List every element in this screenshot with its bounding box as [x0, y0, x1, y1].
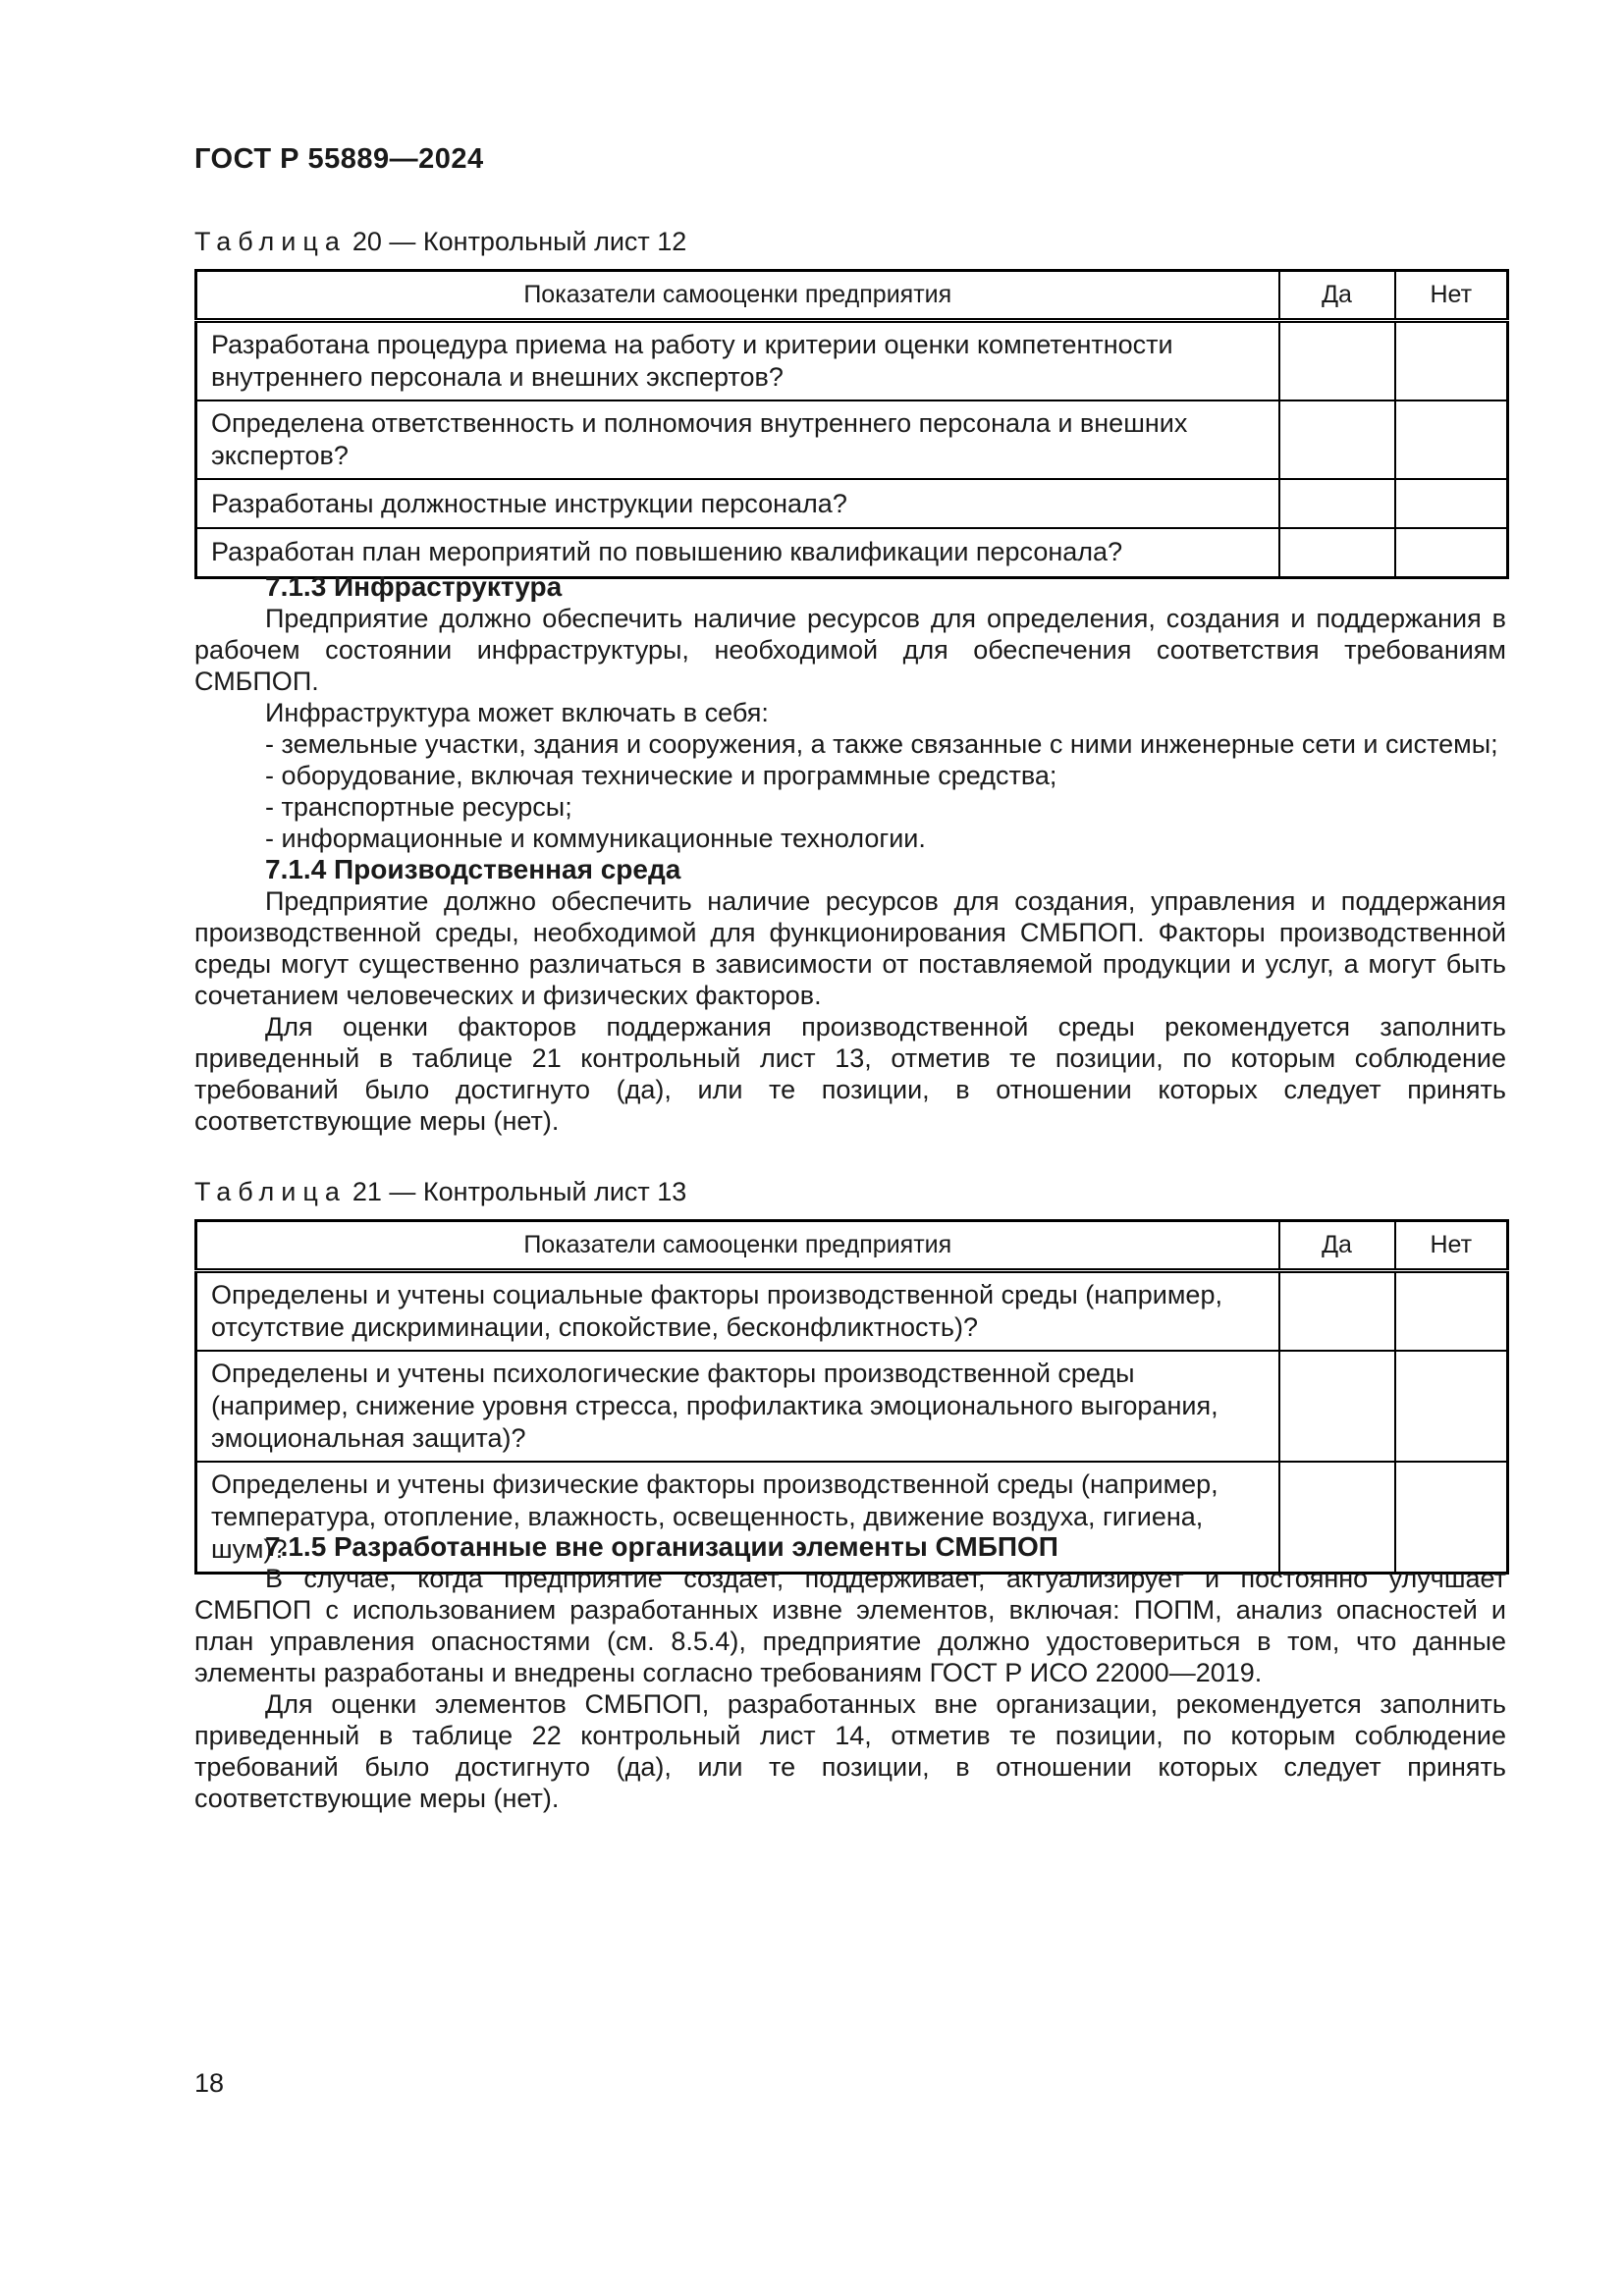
question-cell: Разработана процедура приема на работу и критерии оценки компетентности внутреннего персонала и внешних экспертов?: [196, 321, 1279, 401]
section-7-1-4: [194, 854, 1506, 1137]
table-21-block: [194, 1176, 1506, 1575]
question-cell: Определена ответственность и полномочия внутреннего персонала и внешних экспертов?: [196, 400, 1279, 479]
section-heading: 7.1.4 Производственная среда: [265, 854, 681, 884]
doc-code-header: ГОСТ Р 55889—2024: [194, 143, 484, 175]
yes-cell: [1279, 321, 1395, 401]
section-heading: 7.1.5 Разработанные вне организации элементы СМБПОП: [265, 1531, 1058, 1562]
paragraph: Предприятие должно обеспечить наличие ресурсов для создания, управления и поддержания производственной среды, необходимой для функционирования СМБПОП. Факторы производственной среды могут существенно различаться в зависимости от поставляемой продукции и услуг, а могут быть сочетанием человеческих и физических факторов.: [194, 886, 1506, 1010]
table-21-caption: [194, 1176, 1506, 1207]
table-header-row: [196, 271, 1508, 321]
question-cell: Разработан план мероприятий по повышению квалификации персонала?: [196, 528, 1279, 577]
paragraph: Предприятие должно обеспечить наличие ресурсов для определения, создания и поддержания в рабочем состоянии инфраструктуры, необходимой для обеспечения соответствия требованиям СМБПОП.: [194, 604, 1506, 696]
table-row: [196, 1271, 1508, 1352]
paragraph: Для оценки факторов поддержания производственной среды рекомендуется заполнить приведенный в таблице 21 контрольный лист 13, отметив те позиции, по которым соблюдение требований было достигнуто (да), или те позиции, в отношении которых следует принять соответствующие меры (нет).: [194, 1012, 1506, 1136]
list-item: - информационные и коммуникационные технологии.: [265, 824, 926, 853]
paragraph: Инфраструктура может включать в себя:: [265, 698, 769, 727]
column-header-indicators: Показатели самооценки предприятия: [196, 1221, 1279, 1271]
no-cell: [1395, 528, 1508, 577]
yes-cell: [1279, 1271, 1395, 1352]
yes-cell: [1279, 479, 1395, 528]
column-header-no: Нет: [1395, 1221, 1508, 1271]
column-header-indicators: Показатели самооценки предприятия: [196, 271, 1279, 321]
question-cell: Определены и учтены социальные факторы производственной среды (например, отсутствие дискриминации, спокойствие, бесконфликтность)?: [196, 1271, 1279, 1352]
paragraph: В случае, когда предприятие создает, поддерживает, актуализирует и постоянно улучшает СМБПОП с использованием разработанных извне элементов, включая: ПОПМ, анализ опасностей и план управления опасностями (см. 8.5.4), предприятие должно удостовериться в том, что данные элементы разработаны и внедрены согласно требованиям ГОСТ Р ИСО 22000—2019.: [194, 1564, 1506, 1687]
section-7-1-5: [194, 1531, 1506, 1814]
table-row: [196, 400, 1508, 479]
no-cell: [1395, 400, 1508, 479]
sections-block-2: [194, 1531, 1506, 1814]
table-row: [196, 1351, 1508, 1462]
table-row: [196, 528, 1508, 577]
no-cell: [1395, 479, 1508, 528]
table-caption-text: 20 — Контрольный лист 12: [352, 227, 687, 256]
list-item: - оборудование, включая технические и программные средства;: [265, 761, 1057, 790]
column-header-yes: Да: [1279, 271, 1395, 321]
question-cell: Разработаны должностные инструкции персонала?: [196, 479, 1279, 528]
column-header-no: Нет: [1395, 271, 1508, 321]
question-cell: Определены и учтены физические факторы производственной среды (например, температура, отопление, влажность, освещенность, движение воздуха, гигиена, шум)?: [196, 1462, 1279, 1574]
checklist-table-12: [194, 269, 1509, 579]
paragraph: Для оценки элементов СМБПОП, разработанных вне организации, рекомендуется заполнить приведенный в таблице 22 контрольный лист 14, отметив те позиции, по которым соблюдение требований было достигнуто (да), или те позиции, в отношении которых следует принять соответствующие меры (нет).: [194, 1689, 1506, 1813]
sections-block-1: [194, 571, 1506, 1137]
no-cell: [1395, 321, 1508, 401]
list-item: - земельные участки, здания и сооружения, а также связанные с ними инженерные сети и системы;: [265, 729, 1498, 759]
yes-cell: [1279, 1351, 1395, 1462]
table-20-caption: [194, 226, 1506, 257]
list-item: - транспортные ресурсы;: [265, 792, 572, 822]
no-cell: [1395, 1351, 1508, 1462]
table-row: [196, 479, 1508, 528]
checklist-table-13: [194, 1219, 1509, 1575]
question-cell: Определены и учтены психологические факторы производственной среды (например, снижение уровня стресса, профилактика эмоционального выгорания, эмоциональная защита)?: [196, 1351, 1279, 1462]
table-caption-text: 21 — Контрольный лист 13: [352, 1177, 687, 1206]
section-7-1-3: [194, 571, 1506, 854]
table-row: [196, 321, 1508, 401]
table-caption-label: Таблица: [194, 1177, 347, 1206]
page-number: 18: [194, 2068, 225, 2098]
no-cell: [1395, 1271, 1508, 1352]
yes-cell: [1279, 528, 1395, 577]
column-header-yes: Да: [1279, 1221, 1395, 1271]
table-header-row: [196, 1221, 1508, 1271]
table-20-block: [194, 226, 1506, 579]
table-caption-label: Таблица: [194, 227, 347, 256]
yes-cell: [1279, 400, 1395, 479]
section-heading: 7.1.3 Инфраструктура: [265, 571, 563, 602]
